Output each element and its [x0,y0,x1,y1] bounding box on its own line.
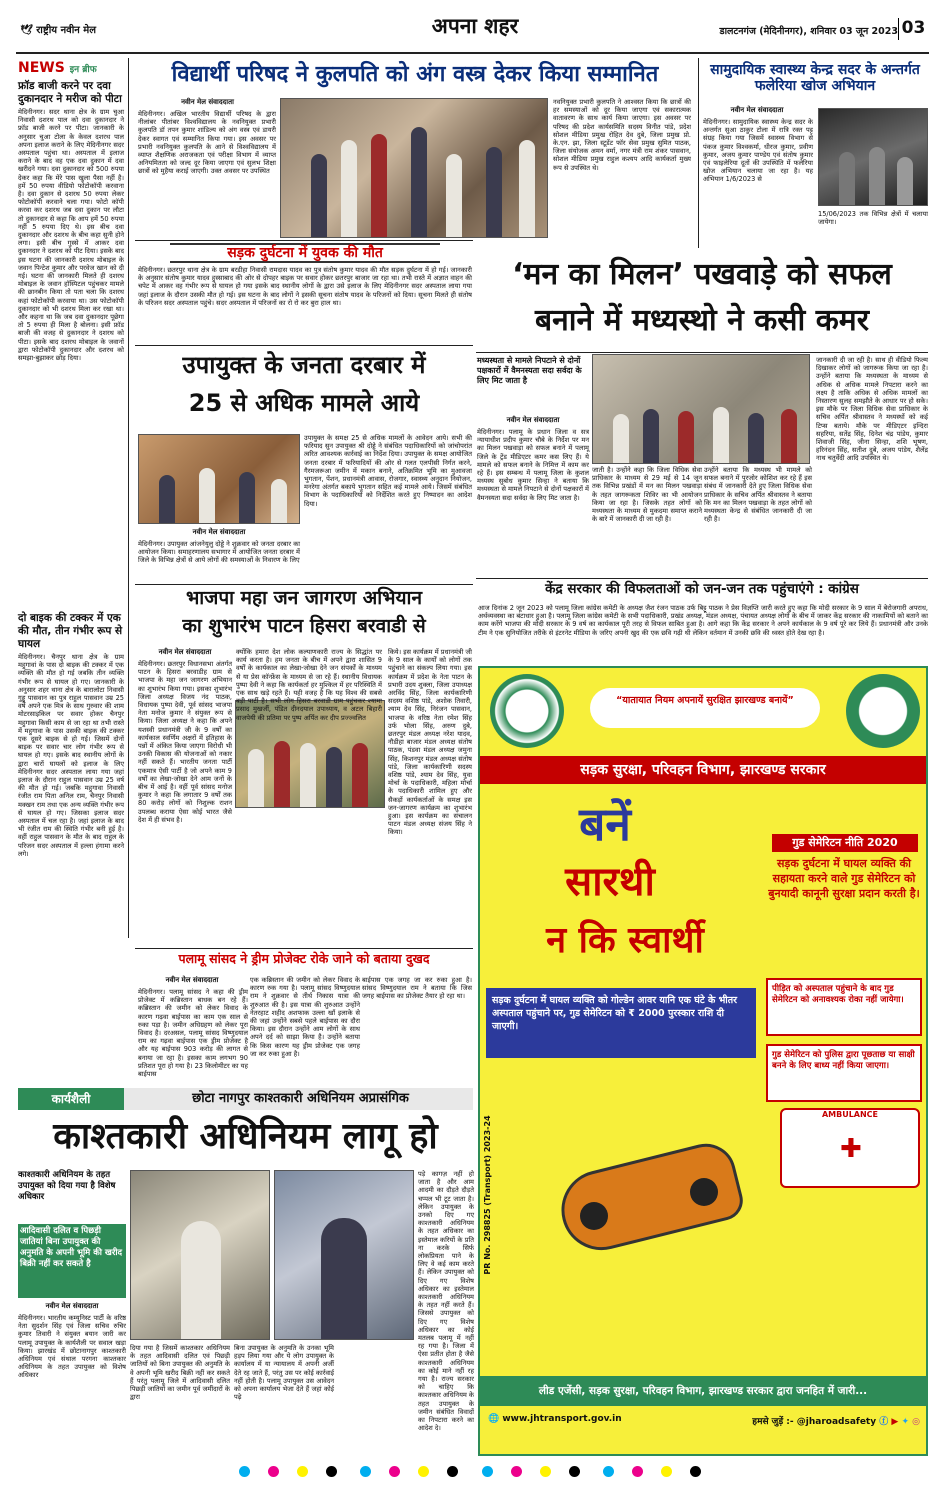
story5-headline-2: 25 से अधिक मामले आये [188,389,420,417]
brief-text-2: मेदिनीनगर। चैनपुर थाना क्षेत्र के ग्राम महुगावां के पास दो बाइक की टक्कर में एक व्यक्ति की मौत हो गई जबकि तीन व्यक्ति गंभीर रूप से घायल हो गए। जानकारी के अनुसार शहर थाना क्षेत्र के बारालोटा निवासी गुड्डू पासवान का पुत्र राहुल पासवान उम्र 25 वर्ष अपने एक मित्र के साथ गुरुवार की शाम मोटरसाइकिल पर सवार होकर चैनपुर महुगावा किसी काम से जा रहा था तभी रास्ते में महुगावा के पास उसकी बाइक की टक्कर एक दूसरे बाइक से हो गई। जिसमें दोनों बाइक पर सवार चार लोग गंभीर रूप से घायल हो गए। इसके बाद स्थानीय लोगों के द्वारा चारों घायलों को इलाज के लिए मेदिनीनगर सदर अस्पताल लाया गया जहां इलाज के दौरान राहुल पासवान उम्र 25 वर्ष की मौत हो गई। जबकि महुगावा निवासी रंजीत राम पिता अनिल राम, चैनपुर निवासी मक्खन राम तथा एक अन्य व्यक्ति गंभीर रूप से घायल हो गए। जिसका इलाज सदर अस्पताल में चल रहा है। जहां इलाज के बाद भी रंजीत राम की स्थिति गंभीर बनी हुई है। वहीं राहुल पासवान के मौत के बाद राहुल के परिजन सदर अस्पताल में हल्ला हंगामा करने लगे। [18,653,124,858]
ad-follow-text: हमसे जुड़ें :- @jharoadsafety [752,1417,877,1427]
story5-text-a: मेदिनीनगर। उपायुक्त आंजनेयुलु दोड्डे ने शुक्रवार को जनता दरबार का आयोजन किया। समाहरणालय सभागार में आयोजित जनता दरबार में जिले के विभिन्न क्षेत्रों से आये लोगों की समस्याओं के निवारण के लिए [138,540,300,565]
ad-website [488,1414,688,1430]
ad-website-text: www.jhtransport.gov.in [502,1414,622,1424]
story5-byline: नवीन मेल संवाददाता [192,528,246,536]
story9-subhead-2: आदिवासी दलित व पिछड़ी जातियां बिना उपायुक्त की अनुमति के अपनी भूमि की खरीद बिक्री नहीं कर सकते है [18,1224,126,1298]
story3-text: मेदिनीनगर। छतरपुर थाना क्षेत्र के ग्राम बरडीहा निवासी रामदास यादव का पुत्र संतोष कुमार यादव की मौत सड़क दुर्घटना में हो गई। जानकारी के अनुसार संतोष कुमार यादव हुस्साबाद की ओर से दोपहर बाइक पर सवार होकर छतरपुर बाजार जा रहा था। तभी रास्ते में अज्ञात वाहन की चपेट में आकर वह गंभीर रूप से घायल हो गया इसके बाद स्थानीय लोगों के द्वारा उसे इलाज के लिए मेदिनीनगर सदर अस्पताल लाया गया जहां इलाज के दौरान उसकी मौत हो गई। इस घटना के बाद लोगों ने इसकी सूचना संतोष यादव के परिजनों को दिया। सूचना मिलते ही संतोष के परिजन सदर अस्पताल पहुंचे। सदर अस्पताल में परिजनों का रो रो कर बुरा हाल था। [138,266,472,307]
section-title: अपना शहर [431,14,519,38]
facebook-icon: ⓕ [879,1417,889,1427]
story7-headline: केंद्र सरकार की विफलताओं को जन-जन तक पहुंचाएंगे : कांग्रेस [545,581,859,597]
bird-icon: 🕊 [20,25,33,36]
accident-car-illustration [540,1138,760,1258]
story6-text-b: क्योंकि हमारा देश लोक कल्याणकारी राज्य के सिद्धांत पर कार्य करता है। हम जनता के बीच में अपने द्वारा शासित 9 वर्षों के कार्यकाल का लेखा-जोखा देने जन संपर्कों के माध्यम से या प्रेस कॉन्फ्रेंस के माध्यम से जा रहे हैं। स्थानीय विधायक पुष्पा देवी ने कहा कि कार्यकर्ता हर मुश्किल में हर परिस्थिति में एक साथ खड़े रहते हैं। यही वजह है कि यह विश्व की सबसे बड़ी पार्टी है। सभी लोग हिसरा बरवाडी ग्राम पहुंचकर श्यामा प्रसाद मुखर्जी, पंडित दीनदयाल उपाध्याय, व अटल बिहारी वाजपेयी की प्रतिमा पर पुष्प अर्पित कर दीप प्रज्ज्वलित [236,648,382,722]
story5-text-b: उपायुक्त के समक्ष 25 से अधिक मामलों के आवेदन आये। सभी की फरियाद सुन उपायुक्त श्री दोड्डे ने संबंधित पदाधिकारियों को जांचोपरांत त्वरित आवश्यक कार्रवाई का निर्देश दिया। उपायुक्त के समक्ष आयोजित जनता दरबार में फरियादियों की ओर से गलत एलपीसी निर्गत करने, गैरमजरूआ जमीन में मकान बनाने, अतिक्रमित भूमि का मुआवजा भुगतान, पेंशन, प्रधानमंत्री आवास, रोजगार, स्वास्थ्य अनुदान नियोजन, मनरेगा अंतर्गत बकाये भुगतान सहित कई मामले आये। जिसमें संबंधित विभाग के पदाधिकारियों को निर्देशित करते हुए निष्पादन का आदेश दिया। [304,434,472,508]
story5-photo [138,434,300,524]
story4-text-a: मेदिनीनगर। पलामू के प्रधान जिला व सत्र न्यायाधीश प्रदीप कुमार चौबे के निर्देश पर मन का मिलन पखवाड़ा को सफल बनाने में पलामू जिले के ट्रेंड मीडिएटर कमर कस लिए हैं। ये मामले को सफल बनाने के निमित्त में काम कर रहे हैं। इस सम्बन्ध में पलामू जिला के कुशल मध्यस्थ सुबोध कुमार सिन्हा ने बताया कि मध्यस्थता से मामले निपटाने से दोनों पक्षकारों में वैमनस्यता सदा सर्वदा के लिए मिट जाता है। [477,428,589,502]
ad-dept-band: सड़क सुरक्षा, परिवहन विभाग, झारखण्ड सरकार [480,756,926,784]
ad-reward-box: सड़क दुर्घटना में घायल व्यक्ति को गोल्डेन आवर यानि एक घंटे के भीतर अस्पताल पहुंचाने पर, गुड सेमेरिटन को ₹ 2000 पुरस्कार राशि दी जाएगी। [486,988,756,1058]
story9-headline: काश्तकारी अधिनियम लागू हो [53,1116,438,1157]
news-brief-column [18,60,124,940]
story2-headline: सामुदायिक स्वास्थ्य केन्द्र सदर के अन्तर्गत फलेरिया खोज अभियान [710,62,920,95]
story1-byline: नवीन मेल संवाददाता [181,98,234,106]
ad-big-text-3: न कि स्वार्थी [546,920,704,961]
registration-marks [80,1462,860,1478]
ad-big-text-2: सारथी [565,859,655,905]
story2-photo [818,108,928,206]
story4-headline-2: बनाने में मध्यस्थो ने कसी कमर [535,303,869,338]
story1-photo [280,98,548,238]
story5-headline-1: उपायुक्त के जनता दरबार में [182,351,426,379]
story6-text-a: मेदिनीनगर। छतरपुर विधानसभा अंतर्गत पाटन के हिसरा बरवाडीह ग्राम से भाजपा के महा जन जागरण अभियान का शुभारंभ किया गया। इसका शुभारंभ जिला अध्यक्ष विजय नंद पाठक, विधायक पुष्पा देवी, पूर्व सांसद भाजपा नेता मनोज कुमार ने संयुक्त रूप से किया। जिला अध्यक्ष ने कहा कि अपने यशस्वी प्रधानमंत्री जी के 9 वर्षों का कार्यकाल स्वर्णिम अक्षरों में इतिहास के पन्नों में अंकित किया जाएगा विरोधी भी उनकी विकास की योजनाओं को नकार नहीं सकते हैं। भारतीय जनता पार्टी एकमात्र ऐसी पार्टी है जो अपने काम 9 वर्षों का लेखा-जोखा देने आम जनों के बीच में आई है। वहीं पूर्व सांसद मनोज कुमार ने कहा कि लगातार 9 वर्षों तक 80 करोड़ लोगों को निशुल्क राशन उपलब्ध कराया ऐसा कोई भारत जैसे देश में ही संभव है। [138,660,232,824]
story8-byline: नवीन मेल संवाददाता [165,976,219,984]
story4-byline: नवीन मेल संवाददाता [506,416,560,424]
twitter-icon: ✦ [901,1417,909,1427]
story4-text-c: उन्होंने बताया कि मध्यस्थ भी मामले को सफल बनाने में पुरजोर कोशिश कर रहे हैं इस संबंध में जानकारी देते हुए जिला विधिक सेवा प्राधिकार के सचिव अर्पित श्रीवास्तव ने बताया कि मन का मिलन पखवाड़ा के तहत लोगों को मध्यस्थता केन्द्र से संबंधित जानकारी दी जा रही है। [704,466,812,524]
story2-photo-caption: 15/06/2023 तक विभिन्न क्षेत्रों में चलाया जायेगा। [818,210,928,227]
story9-text-a: मेदिनीनगर। भारतीय कम्युनिस्ट पार्टी के वरिष्ठ नेता सुदर्शन सिंह एवं जिला सचिव रुचिर कुमार तिवारी ने संयुक्त बयान जारी कर पलामू उपायुक्त के कार्यशैली पर सवाल खड़ा किया। झारखंड में छोटानागपुर काश्तकारी अधिनियम एवं संथाल परगना काश्तकार अधिनियम के तहत उपायुक्त को विशेष अधिकार [18,1314,126,1380]
instagram-icon: ◎ [912,1417,920,1427]
ad-big-text-1: बनें [579,797,631,851]
news-tag: NEWS [18,60,65,76]
ad-policy-title: गुड सेमेरिटन नीति 2020 [772,834,918,852]
story7-text: आज दिनांक 2 जून 2023 को पलामू जिला कांग्रेस कमेटी के अध्यक्ष जैश रंजन पाठक उर्फ बिट्टू पाठक ने प्रेस विज्ञप्ति जारी करते हुए कहा कि मोदी सरकार के 9 साल में बेरोजगारी अपराध, अर्थव्यवस्था का बंटाधार हुआ है। पलामू जिला कांग्रेस कमेटी के सभी पदाधिकारी, प्रखंड अध्यक्ष, मंडल अध्यक्ष, पंचायत अध्यक्ष लोगों के बीच में जाकर केंद्र सरकार की नाकामियों को बताने का काम करेंगे भाजपा की मोदी सरकार के 9 वर्ष का कार्यकाल पूरी तरह से विफल साबित हुआ है। आगे कहा कि केंद्र सरकार ने अपने कार्यकाल के 9 वर्ष पूरे कर लिये हैं। प्रधानमंत्री और उनके टीम ने एक सुनियोजित तरीके से इंटरनेट मीडिया के जरिए अपनी खुद की एक छवि गढ़ी थी लेकिन वर्तमान में उनकी छवि की ध्वस्त होते देख रहा है। [478,604,928,637]
brief-text-1: मेदिनीनगर। सदर थाना क्षेत्र के ग्राम चुआ निवासी दशरथ पाल को दवा दुकानदार ने फ्रॉड बाजी करने पर पीटा। जानकारी के अनुसार चुआ टोला के केवल दशरथ पाल अपना इलाज कराने के लिए मेदिनीनगर सदर अस्पताल पहुंचा था। अस्पताल में इलाज कराने के बाद वह एक दवा दुकान में दवा खरीदने गया। दवा दुकानदार को 500 रुपया देकर कहा कि मेरे पास खुला पैसा नहीं है। हमें 50 रुपया वीडियो फोटोकॉपी करवाना है। दवा दुकान से दशरथ 50 रुपया लेकर फोटोकॉपी करवाने चला गया। फोटो कॉपी करवा कर दशरथ जब दवा दुकान पर लौटा तो दुकानदार से कहा कि आप हमें 50 रुपया नहीं 5 रुपया दिए थे। इस बीच दवा दुकानदार और दशरथ के बीच कहा सुनी होने लगा। इसी बीच गुस्से में आकर दवा दुकानदार ने दशरथ को पीट दिया। इसके बाद इस घटना की जानकारी दशरथ मोबाइल के जवान पिन्टेश कुमार और परवेज खान को दी गई। घटना की जानकारी मिलते ही दशरथ मोबाइल के जवान हॉस्पिटल पहुंचकर मामले की छानबीन किया तो पता चला कि दशरथ कहां फोटोकॉपी करवाया था। उस फोटोकॉपी दुकानदार को भी दशरथ मिला कर रखा था। और कहना था कि जब दवा दुकानदार पूछेगा तो 5 रुपया ही मिला है बोलना। इसी फ्रॉड बाजी की वजह से दुकानदार ने दशरथ को पीटा। इसके बाद दशरथ मोबाइल के जवानों द्वारा फोटोकॉपी दुकानदार और दशरथ को समझा-बुझाकर छोड़ दिया। [18,108,124,363]
story9-subhead-1: काश्तकारी अधिनियम के तहत उपायुक्त को दिया गया है विशेष अधिकार [18,1170,116,1202]
story8-text-c: बाईपास एक जगह जा कर रुका हुआ है। सांसद विष्णुदयाल राम ने बताया कि जिस जगह बाईपास का प्रोजेक्ट तैयार हो रहा था। [362,976,472,1001]
story8-headline: पलामू सांसद ने ड्रीम प्रोजेक्ट रोके जाने को बताया दुखद [178,951,430,966]
story4-photo [592,354,810,464]
ambulance-label: AMBULANCE [821,1110,879,1119]
globe-icon: 🌐 [488,1414,500,1424]
story9-text-b: दिया गया है जिसमें काश्तकार अधिनियम के तहत आदिवासी दलित एवं पिछड़ी जातियों को बिना उपायुक्त की अनुमति के वे अपनी भूमि खरीद बिक्री नहीं कर सकते हैं परंतु पलामू जिले में आदिवासी दलित पिछड़ी जातियों का जमीन पूर्व जमींदारों के द्वारा [130,1344,230,1402]
story4-subhead: मध्यस्थता से मामले निपटाने से दोनों पक्षकारों में वैमनस्यता सदा सर्वदा के लिए मिट जाता है [477,356,582,385]
story8-text-a: मेदिनीनगर। पलामू सांसद ने कहा की ड्रीम प्रोजेक्ट में कब्रिस्तान बाधक बन रहे हैं। कब्रिस्तान की जमीन को लेकर विवाद के कारण गढ़वा बाईपास का काम एक साल से रुका पड़ा है। जमीन अधिग्रहण को लेकर पूरा विवाद है। दरअसल, पलामू सांसद विष्णुदयाल राम का गढ़वा बाईपास एक ड्रीम प्रोजेक्ट है और यह बाईपास 903 करोड़ की लागत से बनाया जा रहा है। इसका काम लगभग 90 प्रतिशत पूरा हो गया है। 23 किलोमीटर का यह बाईपास [138,988,248,1079]
ad-pr-number-text: PR No. 298825 (Transport) 2023-24 [483,1115,492,1275]
story6-byline: नवीन मेल संवाददाता [158,648,212,656]
story4-headline-1: ‘मन का मिलन’ पखवाड़े को सफल [512,257,892,292]
youtube-icon: ▶ [891,1417,899,1427]
brand-logo [20,22,150,38]
road-safety-ad [478,666,928,1456]
story3-headline: सड़क दुर्घटना में युवक की मौत [170,243,440,263]
story6-text-b2 [236,812,384,942]
masthead [0,0,945,58]
traffic-signal-icon [846,674,920,748]
ad-pr-number [480,1068,500,1318]
in-brief-tag: इन ब्रीफ [69,65,97,75]
page-number: 03 [898,18,928,40]
story6-headline-1: भाजपा महा जन जागरण अभियान [185,587,423,609]
story4-text-b: जाती है। उन्होंने कहा कि जिला विधिक सेवा प्राधिकार के माध्यम से 29 मई से 14 जून तक विभिन्न प्रखंडों में मन का मिलन पखवाड़ा के तहत जागरूकता शिविर का भी आयोजन किया जा रहा है। जिसके तहत लोगों को मध्यस्थता के माध्यम से मुकदमा समाप्त कराने के बारे में जानकारी दी जा रही है। [592,466,702,524]
story2-text: मेदिनीनगर। सामुदायिक स्वास्थ्य केन्द्र सदर के अन्तर्गत सुआ ठाकुर टोला में रात्रि रक्त पट्ट संग्रह किया गया जिसमें स्वास्थ्य विभाग से पंकज कुमार विश्वकर्मा, धीरज कुमार, प्रवीण कुमार, अजय कुमार पाण्डेय एवं संतोष कुमार एवं फाइलेरिया दूतों की उपस्थिति में फलेरिया खोज अभियान चलाया जा रहा है। यह अभियान 1/6/2023 से [703,118,813,184]
dateline: डालटनगंज (मेदिनीनगर), शनिवार 03 जून 2023 [719,26,898,37]
ad-policy-text: सड़क दुर्घटना में घायल व्यक्ति की सहायता करने वाले गुड सेमेरिटन को बुनयादी कानूनी सुरक्षा प्रदान करती है। [768,857,920,900]
brief-headline-1: फ्रॉड बाजी करने पर दवा दुकानदार ने मरीज को पीटा [18,80,122,105]
story9-text-d2: पड़े कागज़ नहीं हो जाता है और आम आदमी का दौड़ते दौड़ते चप्पल भी टूट जाता है। लेकिन उपायुक्त के उनको दिए गए काश्तकारी अधिनियम के तहत अधिकार का इस्तेमाल करियों के प्रति ना करके सिर्फ लोकप्रियता पाने के लिए वे कई काम करते हैं। लेकिन उपायुक्त को दिए गए विशेष अधिकार का इस्तेमाल काश्तकारी अधिनियम के तहत नहीं करते हैं। जिससे उपायुक्त को दिए गए विशेष अधिकार का कोई मतलब पलामू में नहीं रह गया है। जिला में ऐसा प्रतीत होता है जैसे काश्तकारी अधिनियम का कोई माने नहीं रह गया है। राज्य सरकार को चाहिए कि काश्तकार अधिनियम के तहत उपायुक्त के जमीन संबंधित विवादों का निपटारा करने का आदेश दे। [418,1170,474,1433]
jharkhand-emblem-icon [490,674,564,748]
red-cross-icon: ✚ [840,1134,862,1164]
brand-name: राष्ट्रीय नवीन मेल [36,25,97,36]
story4-text-d: जानकारी दी जा रही है। साथ ही वीडियो फिल्म दिखाकर लोगों को जागरूक किया जा रहा है। उन्होंने बताया कि मध्यस्थता के माध्यम से अधिक से अधिक मामले निपटारा करने का लक्ष्य है ताकि अधिक से अधिक मामलों का निस्तारण सुलह समझौते के आधार पर हो सके। इस मौके पर जिला विधिक सेवा प्राधिकार के सचिव अर्पित श्रीवास्तव ने मध्यस्थों को कई टिप्स बताये। मौके पर मीडिएटर इन्दिरा सहरिया, सतेंद्र सिंह, दिनेश चंद्र पांडेय, कुमार शिवाजी सिंह, जीना सिन्हा, शशि भूषण, हरिनंदन सिंह, सतीश दुबे, अजय पांडेय, शैलेंद्र नाथ चतुर्वेदी आदि उपस्थित थे। [816,356,928,463]
ad-footer-band: लीड एजेंसी, सड़क सुरक्षा, परिवहन विभाग, झारखण्ड सरकार द्वारा जनहित में जारी... [480,1376,926,1406]
story1-headline: विद्यार्थी परिषद ने कुलपति को अंग वस्त्र देकर किया सम्मानित [171,62,659,87]
ad-point-2: गुड सेमेरिटन को पुलिस द्वारा पूछताछ या साक्षी बनने के लिए बाध्य नहीं किया जाएगा। [766,1044,922,1102]
story2-byline: नवीन मेल संवाददाता [730,106,784,114]
ad-point-1: पीड़ित को अस्पताल पहुंचाने के बाद गुड सेमेरिटन को अनावश्यक रोका नहीं जायेगा। [766,978,922,1036]
story9-byline: नवीन मेल संवाददाता [45,1302,99,1310]
story9-series-bar [18,1088,473,1110]
story9-series-tag: कार्यशैली [18,1088,124,1110]
story6-text-c: किये। इस कार्यक्रम में प्रधानमंत्री जी के 9 साल के कार्यों को लोगों तक पहुंचाने का संकल्प लिया गया। इस कार्यक्रम में प्रदेश के नेता पाटन के प्रभारी उदय शुक्ला, जिला उपाध्यक्ष अरविंद सिंह, जिला कार्यकारिणी सदस्य वशिष्ठ पांडे, अशोक तिवारी, श्याम देव सिंह, निरंजन पासवान, भाजपा के वरिष्ठ नेता रमेश सिंह उर्फ भोला सिंह, अरुण दुबे, छतरपुर मंडल अध्यक्ष नरेश यादव, नौडीहा बाजार मंडल अध्यक्ष संतोष पाठक, पंडवा मंडल अध्यक्ष जमुना सिंह, किशनपुर मंडल अध्यक्ष संतोष पांडे, जिला कार्यकारिणी सदस्य वशिष्ठ पांडे, श्याम देव सिंह, युवा मोर्चा के पदाधिकारी, महिला मोर्चा के पदाधिकारी शामिल हुए और सैकड़ों कार्यकर्ताओं के समक्ष इस जन-जागरण कार्यक्रम का शुभारंभ हुआ। इस कार्यक्रम का संचालन पाटन मंडल अध्यक्ष संजय सिंह ने किया। [388,648,472,837]
ad-social [694,1414,920,1430]
story9-photo-1 [130,1170,270,1340]
story9-photo-2 [274,1170,414,1340]
story6-headline-2: का शुभारंभ पाटन हिसरा बरवाडी से [182,615,426,637]
story9-series-title: छोटा नागपुर काश्तकारी अधिनियम अप्रासंगिक [192,1091,409,1106]
story9-text-c: बिना उपायुक्त के अनुमति के उनका भूमि हड़प लिया गया और ये लोग उपायुक्त के कार्यालय में या न्यायालय में अपनी अर्जी देते रह जाते हैं, परंतु उस पर कोई कार्रवाई नहीं होती है। पलामू उपायुक्त उस आवेदन को अपना कार्यालय भेजा देते हैं जहां कोई पढ़े [234,1344,334,1402]
ambulance-illustration [780,1108,920,1188]
brief-headline-2: दो बाइक की टक्कर में एक की मौत, तीन गंभीर रूप से घायल [18,612,123,650]
news-brief-tag [18,60,124,78]
story1-text-b: नवनियुक्त प्रभारी कुलपति ने आश्वस्त किया कि छात्रों की हर समस्याओं को दूर किया जाएगा एवं सकारात्मक वातावरण के साथ कार्य किया जाएगा। इस अवसर पर परिषद की प्रदेश कार्यसमिति सदस्य विनीत पांडे, प्रदेश सोशल मीडिया प्रमुख रोहित देव दुबे, जिला प्रमुख प्रो. के.एन. झा, जिला स्टूडेंट फॉर सेवा प्रमुख सुमित पाठक, जिला संयोजक अमन वर्मा, नगर मंत्री राम शंकर पासवान, सोशल मीडिया प्रमुख राहुल कश्यप आदि कार्यकर्ता मुख्य रूप से उपस्थित थे। [553,98,691,172]
ad-tagline: “यातायात नियम अपनायें सुरक्षित झारखण्ड बनायें” [590,688,820,728]
story8-text-b: एक कब्रिस्तान की जमीन को लेकर विवाद के कारण रुक गया है। पलामू सांसद विष्णुदयाल राम ने शुक्रवार से तीर्थ निकास यात्रा की शुरुआत की है। इस यात्रा की शुरुआत उन्होंने नेतरहाट शहीद अशफाक उल्ला खाँ इलाके से की जहां उन्होंने सबसे पहले बाईपास का दौरा किया। इस दौरान उन्होंने आम लोगों के साथ अपने दर्द को साझा किया है। उन्होंने बताया कि किस कारण यह ड्रीम प्रोजेक्ट एक जगह जा कर रुका हुआ है। [250,976,360,1058]
story1-text-a: मेदिनीनगर। अखिल भारतीय विद्यार्थी परिषद के द्वारा नीलांबर पीतांबर विश्वविद्यालय के नवनियुक्त प्रभारी कुलपति डॉ तपन कुमार शांडिल्य को अंग वस्त्र एवं डायरी देकर स्वागत एवं सम्मानित किया गया। इस अवसर पर प्रभारी नवनियुक्त कुलपति के आने से विश्वविद्यालय में व्याप्त शैक्षणिक अराजकता एवं परीक्षा विभाग में व्याप्त अनियमितता को जल्द दूर किया जाएगा एवं सुलभ शिक्षा छात्रों को मुहैया कराई जाएगी। उक्त अवसर पर उपस्थित [138,110,276,176]
